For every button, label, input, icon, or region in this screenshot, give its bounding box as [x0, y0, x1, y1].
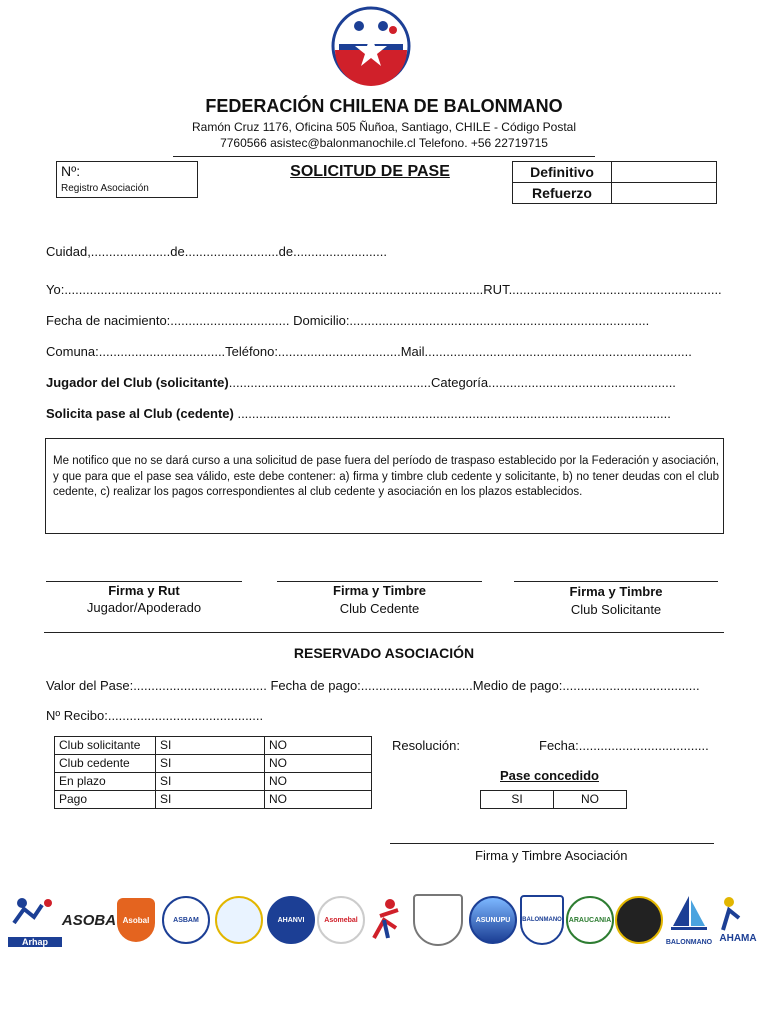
asunupu-logo-text: ASUNUPU [475, 916, 511, 924]
firma-asociacion-label: Firma y Timbre Asociación [475, 848, 628, 863]
asobal-logo [114, 890, 158, 950]
checklist-no-cell[interactable]: NO [265, 791, 372, 809]
arhap-logo-text: Arhap [8, 937, 62, 947]
balonmano-sailboat-logo-text: BALONMANO [665, 939, 713, 946]
recibo-field[interactable]: Nº Recibo:........................................... [46, 708, 264, 723]
arhap-logo [7, 890, 63, 950]
checklist-no-cell[interactable]: NO [265, 737, 372, 755]
signature-solicitante-title: Firma y Timbre [569, 584, 663, 599]
header-divider [173, 156, 595, 157]
checklist-label: Club cedente [55, 755, 156, 773]
asbam-logo [160, 890, 212, 950]
firma-asociacion-line [390, 843, 714, 844]
player-figure-logo [366, 890, 406, 950]
pase-definitivo-label: Definitivo [513, 162, 612, 183]
checklist-row [55, 755, 372, 773]
solicita-pase-dots: ........................................................................................................................ [237, 406, 671, 421]
signature-line-cedente [277, 581, 482, 582]
resolucion-field[interactable]: Resolución: [392, 738, 460, 753]
registro-sub-label: Registro Asociación [61, 183, 149, 194]
pase-concedido-si[interactable]: SI [481, 791, 554, 809]
pase-definitivo-check[interactable] [612, 162, 717, 183]
signature-line-solicitante [514, 581, 718, 582]
checklist-si-cell[interactable]: SI [156, 773, 265, 791]
pase-concedido-label: Pase concedido [500, 768, 599, 783]
asbam-logo-text: ASBAM [173, 916, 199, 924]
asoba-logo [61, 890, 117, 950]
checklist-si-cell[interactable]: SI [156, 755, 265, 773]
checklist-label: Club solicitante [55, 737, 156, 755]
asoba-logo-text: ASOBA [61, 911, 117, 929]
checklist-label: Pago [55, 791, 156, 809]
reserved-title: RESERVADO ASOCIACIÓN [293, 645, 475, 661]
signature-line-jugador [46, 581, 242, 582]
checklist-si-cell[interactable]: SI [156, 791, 265, 809]
comuna-telefono-mail-field[interactable]: Comuna:...................................Teléfono:..................................Mail.......................................................................... [46, 344, 692, 359]
balonmano-sailboat-logo [664, 890, 714, 950]
jugador-club-dots: ........................................................Categoría.................................................... [228, 375, 676, 390]
dark-circle-logo [615, 890, 663, 950]
signature-solicitante-sub: Club Solicitante [570, 602, 662, 617]
checklist-row [55, 737, 372, 755]
asomebal-logo [316, 890, 366, 950]
yo-rut-field[interactable]: Yo:....................................................................................................................RUT........................................................... [46, 282, 722, 297]
solicita-pase-row[interactable] [46, 406, 726, 421]
valor-pase-field[interactable]: Valor del Pase:..................................... Fecha de pago:...............................Medio de pago:...................................... [46, 678, 700, 693]
registro-box [56, 161, 198, 198]
jugador-club-row[interactable] [46, 375, 726, 390]
balonmano-biobio-logo-text: BALONMANO [522, 917, 562, 923]
form-title: SOLICITUD DE PASE [290, 163, 450, 180]
signature-cedente-sub: Club Cedente [339, 601, 420, 616]
notice-text: Me notifico que no se dará curso a una solicitud de pase fuera del período de traspaso establecido por la Federación y asociación, y que para que el pase sea válido, este debe contener: a) firma y timbre club cedente y solicitante, b) no tener deudas con el club cedente, c) realizar los pagos correspondientes al club cedente y asociación en los plazos establecidos. [53, 455, 719, 498]
signature-jugador-title: Firma y Rut [108, 583, 180, 598]
araucania-logo [566, 890, 614, 950]
signature-cedente-title: Firma y Timbre [333, 583, 426, 598]
checklist-no-cell[interactable]: NO [265, 755, 372, 773]
checklist-row [55, 791, 372, 809]
federation-contact: 7760566 asistec@balonmanochile.cl Telefono. +56 22719715 [220, 136, 548, 150]
pase-concedido-no[interactable]: NO [554, 791, 627, 809]
pase-refuerzo-check[interactable] [612, 183, 717, 204]
signature-solicitante [514, 584, 718, 617]
pase-type-table [512, 161, 717, 204]
ahanvi-logo [266, 890, 316, 950]
pase-refuerzo-label: Refuerzo [513, 183, 612, 204]
signature-jugador-sub: Jugador/Apoderado [86, 600, 202, 615]
federation-logo [331, 4, 411, 88]
registro-number-label: Nº: [61, 163, 81, 179]
fecha-domicilio-field[interactable]: Fecha de nacimiento:................................. Domicilio:................................................................................... [46, 313, 650, 328]
checklist-no-cell[interactable]: NO [265, 773, 372, 791]
pase-concedido-table [480, 790, 627, 809]
ahama-logo [714, 890, 762, 950]
ahanvi-logo-text: AHANVI [277, 916, 305, 924]
reserved-divider [44, 632, 724, 633]
balonmano-biobio-logo [518, 890, 566, 950]
signature-cedente [277, 583, 482, 616]
ciudad-field[interactable]: Cuidad,......................de..........................de.......................... [46, 244, 388, 259]
solicita-pase-label: Solicita pase al Club (cedente) [46, 406, 234, 421]
asunupu-logo [468, 890, 518, 950]
asomebal-logo-text: Asomebal [324, 916, 358, 924]
signature-jugador [46, 583, 242, 615]
jugador-club-label: Jugador del Club (solicitante) [46, 375, 229, 390]
federation-title: FEDERACIÓN CHILENA DE BALONMANO [205, 96, 563, 116]
checklist-label: En plazo [55, 773, 156, 791]
asobal-logo-text: Asobal [122, 915, 150, 925]
federation-address: Ramón Cruz 1176, Oficina 505 Ñuñoa, Santiago, CHILE - Código Postal [192, 120, 576, 134]
fecha-resolucion-field[interactable]: Fecha:.................................... [539, 738, 709, 753]
yellow-circle-logo [213, 890, 265, 950]
ahama-logo-text: AHAMA [719, 933, 757, 944]
shield-logo [410, 890, 466, 950]
araucania-logo-text: ARAUCANIA [568, 916, 612, 924]
checklist-row [55, 773, 372, 791]
notice-box [45, 438, 724, 534]
checklist-table [54, 736, 372, 809]
checklist-si-cell[interactable]: SI [156, 737, 265, 755]
